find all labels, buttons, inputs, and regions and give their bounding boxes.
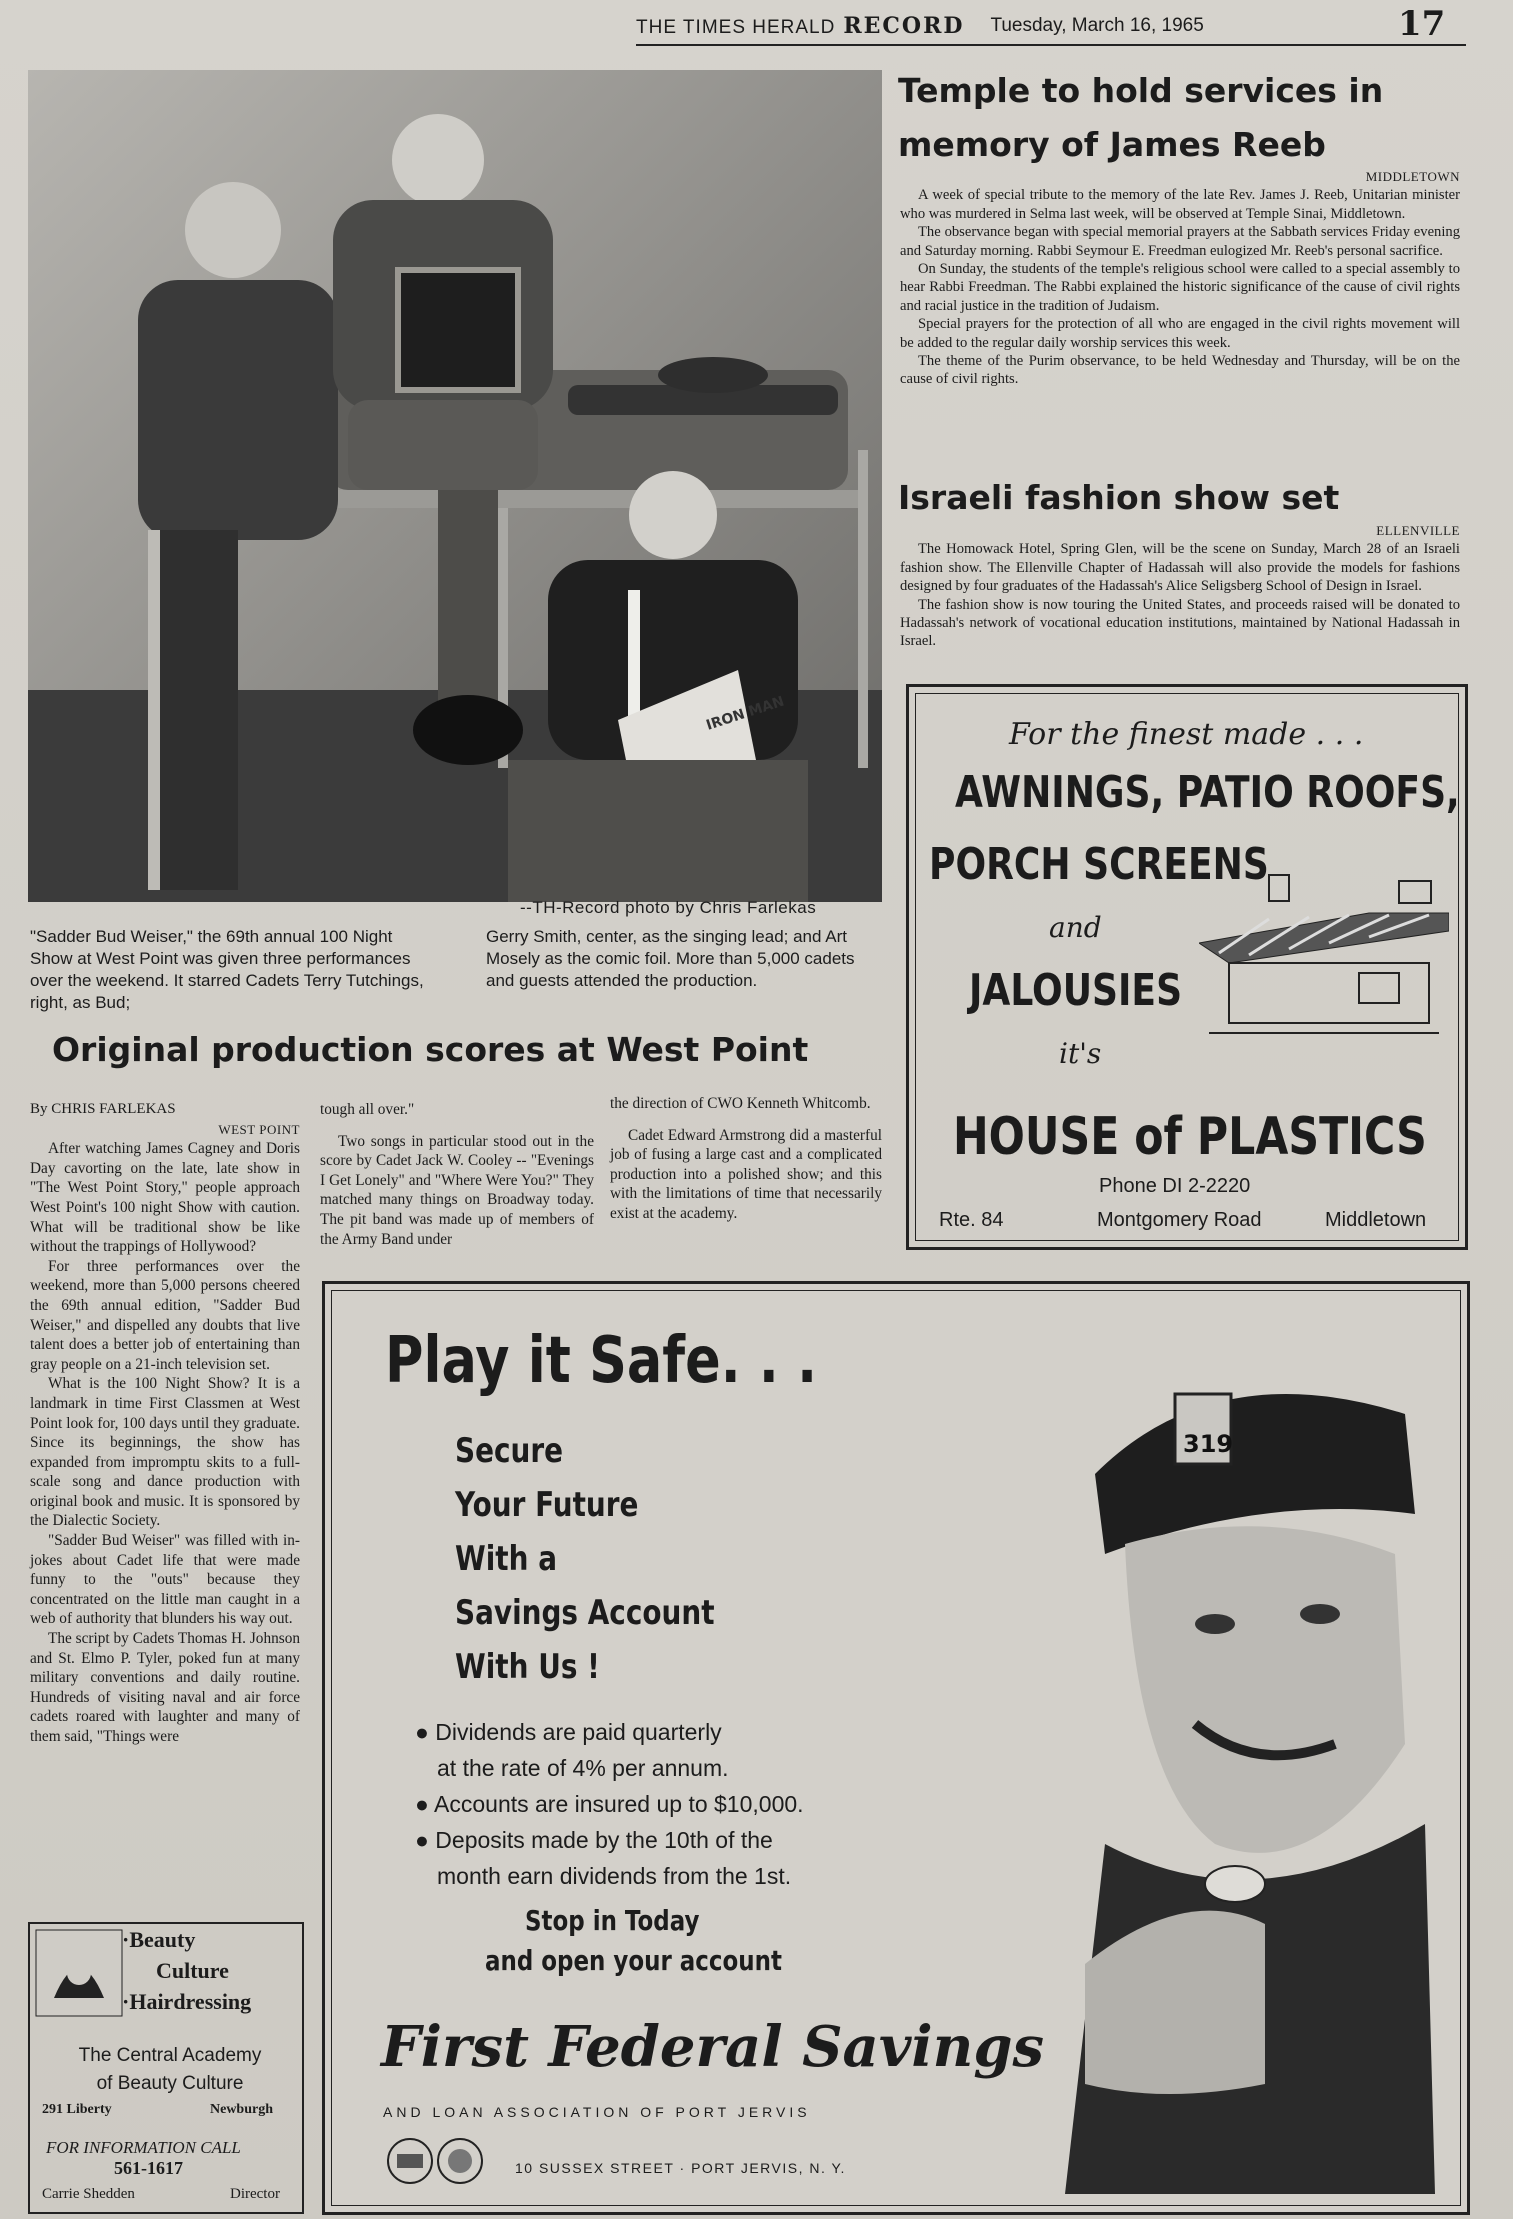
paragraph: After watching James Cagney and Doris Day cavorting on the late, late show in "The West Point Story," people approach West Point's 100 night Show with caution. What will be traditional show be like without the trappings of Hollywood? [30,1140,300,1256]
savings-cta-2: and open your account [485,1944,782,1977]
bank-name: First Federal Savings [381,2014,1045,2080]
pitch-line: With Us ! [455,1647,600,1687]
seal-icon [385,2136,485,2186]
israeli-story [900,522,1460,651]
paragraph: For three performances over the weekend, more than 5,000 persons cheered the 69th annual edition, "Sadder Bud Weiser," and dispelled any doubts that live talent does a better job of entertaining than gray people on a 21-inch television set. [30,1257,300,1373]
israeli-dateline: ELLENVILLE [1376,523,1460,538]
ad-phone: Phone DI 2-2220 [1099,1175,1251,1197]
savings-headline: Play it Safe. . . [385,1324,818,1398]
bullet-item-cont: at the rate of 4% per annum. [437,1755,729,1781]
pitch-line: Secure [455,1431,564,1471]
bullet-item-cont: month earn dividends from the 1st. [437,1863,792,1889]
paragraph: On Sunday, the students of the temple's religious school were called to a special assembly to hear Rabbi Freedman. The Rabbi explained the historic significance of the cause of civil rights and racial justice in the tradition of Judaism. [900,261,1460,314]
bank-association: AND LOAN ASSOCIATION OF PORT JERVIS [383,2104,811,2120]
ad-town: Middletown [1325,1209,1427,1231]
paragraph: What is the 100 Night Show? It is a landmark in time First Classmen at West Point look for, 100 days until they graduate. Since its beginnings, the show has expanded from impromptu skits to a full-scale song and dance production with original book and music. It is sponsored by the Dialectic Society. [30,1375,300,1530]
savings-cta-1: Stop in Today [525,1904,700,1937]
paragraph: The Homowack Hotel, Spring Glen, will be the scene on Sunday, March 28 of an Israeli fashion show. The Ellenville Chapter of Hadassah will also provide the models for fashions designed by four graduates of the Hadassah's Alice Seligsberg School of Design in Israel. [900,541,1460,595]
beauty-headline [122,1924,251,2017]
paragraph: Two songs in particular stood out in the score by Cadet Jack W. Cooley -- "Evenings I Get Lonely" and "Where Were You?" They matched many things on Broadway today. The pit band was made up of members of the Army Band under [320,1132,594,1248]
paragraph: tough all over." [320,1101,415,1118]
beauty-logo-icon [34,1928,124,2018]
temple-headline: Temple to hold services in memory of James Reeb [898,71,1384,164]
temple-story [900,168,1460,389]
badge-number: 319 [1183,1430,1234,1458]
info-phone: 561-1617 [114,2158,183,2178]
house-icon [1199,873,1449,1043]
ad-tagline: For the finest made . . . [1009,717,1364,752]
ad-road: Montgomery Road [1097,1209,1262,1231]
west-point-col-3 [610,1094,882,1224]
school-line: The Central Academy [78,2045,262,2066]
cadets-photo [28,70,882,902]
paragraph: The script by Cadets Thomas H. Johnson and St. Elmo P. Tyler, poked fun at many military conventions and daily routine. Hundreds of visiting naval and air force cadets roared with laughter and many of them said, "Things were [30,1630,300,1745]
beauty-line: ·Beauty [122,1927,196,1952]
photo-credit: --TH-Record photo by Chris Farlekas [520,898,817,917]
savings-bullets [415,1714,804,1894]
issue-date: Tuesday, March 16, 1965 [990,15,1204,36]
school-city: Newburgh [210,2102,274,2117]
west-point-col-2 [320,1100,594,1249]
school-name [50,2042,290,2098]
paragraph: The theme of the Purim observance, to be held Wednesday and Thursday, will be on the cause of civil rights. [900,353,1460,388]
beauty-culture-ad [28,1922,304,2214]
school-line: of Beauty Culture [96,2073,244,2094]
savings-pitch [455,1424,715,1694]
paragraph: A week of special tribute to the memory of the late Rev. James J. Reeb, Unitarian minister who was murdered in Selma last week, will be observed at Temple Sinai, Middletown. [900,187,1460,222]
bullet-item: ● Dividends are paid quarterly [415,1719,722,1745]
ad-route: Rte. 84 [939,1209,1004,1231]
bullet-item: ● Accounts are insured up to $10,000. [415,1791,804,1817]
paragraph: "Sadder Bud Weiser" was filled with in-jokes about Cadet life that were made funny to the "outs" because they concentrated on the little man caught in a web of authority that blunders his way out. [30,1532,300,1628]
comic-title: IRON MAN [704,693,787,734]
beauty-line: ·Hairdressing [122,1989,252,2014]
bullet-item: ● Deposits made by the 10th of the [415,1827,773,1853]
byline: By CHRIS FARLEKAS [30,1101,176,1117]
cadets-illustration [28,70,882,902]
pitch-line: Savings Account [455,1593,715,1633]
ad-line-porch: PORCH SCREENS [929,839,1269,890]
school-address: 291 Liberty [42,2102,112,2117]
first-federal-savings-ad [322,1281,1470,2215]
beauty-line: Culture [156,1958,229,1983]
west-point-dateline: WEST POINT [218,1121,300,1137]
house-of-plastics-ad [906,684,1468,1250]
bank-address: 10 SUSSEX STREET · PORT JERVIS, N. Y. [515,2160,846,2176]
ad-line-jalousies: JALOUSIES [969,965,1183,1016]
photo-caption-left: "Sadder Bud Weiser," the 69th annual 100 Night Show at West Point was given three performances over the weekend. It starred Cadets Terry Tutchings, right, as Bud; [30,927,424,1012]
paragraph: Special prayers for the protection of all who are engaged in the civil rights movement will be added to the regular daily worship services this week. [900,316,1460,351]
paragraph: Cadet Edward Armstrong did a masterful job of fusing a large cast and a complicated production into a polished show; and this with the limitations of time that necessarily exist at the academy. [610,1126,882,1222]
director-name: Carrie Shedden [42,2186,135,2202]
ad-its: it's [1059,1037,1102,1070]
pitch-line: With a [455,1539,558,1579]
israeli-headline: Israeli fashion show set [898,478,1340,517]
ad-and: and [1049,911,1102,944]
ad-line-awnings: AWNINGS, PATIO ROOFS, [955,767,1460,818]
page-number: 17 [1398,4,1446,44]
pitch-line: Your Future [455,1485,639,1525]
west-point-headline: Original production scores at West Point [52,1030,809,1069]
info-label: FOR INFORMATION CALL [46,2138,241,2157]
paragraph: The observance began with special memorial prayers at the Sabbath services Friday evening and Saturday morning. Rabbi Seymour E. Freedman eulogized Mr. Reeb's personal sacrifice. [900,224,1460,259]
masthead [636,8,1466,46]
director-title: Director [230,2186,280,2202]
temple-dateline: MIDDLETOWN [1365,169,1460,184]
ad-company: HOUSE of PLASTICS [953,1107,1427,1167]
west-point-col-1 [30,1100,300,1747]
policeman-illustration [1065,1324,1435,2194]
paragraph: The fashion show is now touring the United States, and proceeds raised will be donated to Hadassah's network of vocational education institutions, maintained by National Hadassah in Israel. [900,596,1460,650]
paragraph: the direction of CWO Kenneth Whitcomb. [610,1095,871,1112]
photo-caption-right: Gerry Smith, center, as the singing lead; and Art Mosely as the comic foil. More than 5,000 cadets and guests attended the production. [486,927,855,990]
paper-name: THE TIMES HERALD RECORD [636,13,965,39]
